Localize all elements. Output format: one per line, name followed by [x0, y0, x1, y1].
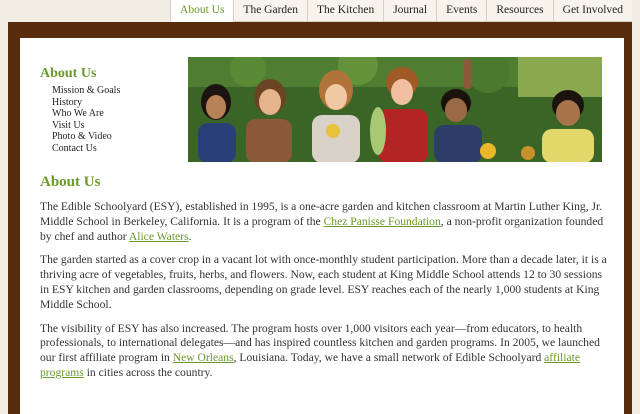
- intro-paragraph: The Edible Schoolyard (ESY), established in 1995, is a one-acre garden and kitchen classroom at Martin Luther King, Jr. Middle School in Berkeley, California. It is a program of the Chez Panisse Foundation, a non-profit organization founded by chef and author Alice Waters.: [40, 200, 604, 243]
- nav-the-kitchen[interactable]: The Kitchen: [307, 0, 383, 22]
- nav-journal[interactable]: Journal: [383, 0, 436, 22]
- sidebar-item-mission-goals[interactable]: Mission & Goals: [52, 85, 121, 96]
- sidebar-item-visit-us[interactable]: Visit Us: [52, 119, 85, 131]
- nav-resources[interactable]: Resources: [486, 0, 552, 22]
- affiliate-programs-link[interactable]: affiliate programs: [40, 351, 580, 379]
- nav-get-involved[interactable]: Get Involved: [553, 0, 632, 22]
- garden-history-paragraph: The garden started as a cover crop in a vacant lot with once-monthly student participation. More than a decade later, it is a thriving acre of vegetables, fruits, herbs, and flowers. Now, each student at King Middle School attends 12 to 30 sessions in ESY kitchen and garden classrooms, depending on grade level. ESY reaches each of the nearly 1,000 students at King Middle School.: [40, 253, 607, 311]
- page-heading: About Us: [40, 174, 101, 190]
- content-area: [20, 38, 624, 414]
- nav-events[interactable]: Events: [436, 0, 486, 22]
- top-nav: [180, 0, 632, 22]
- students-garden-illustration: [188, 57, 602, 162]
- nav-the-garden[interactable]: The Garden: [233, 0, 307, 22]
- sidebar-item-photo-video[interactable]: Photo & Video: [52, 131, 112, 143]
- banner-photo: [188, 57, 602, 162]
- sidebar-title: About Us: [40, 66, 97, 81]
- main-content: [40, 174, 612, 390]
- sidebar-item-history[interactable]: History: [52, 96, 82, 108]
- chez-panisse-foundation-link[interactable]: Chez Panisse Foundation: [323, 214, 441, 228]
- nav-about-us[interactable]: About Us: [170, 0, 233, 22]
- new-orleans-link[interactable]: New Orleans: [172, 351, 234, 365]
- alice-waters-link[interactable]: Alice Waters: [128, 229, 189, 243]
- sidebar-item-contact-us[interactable]: Contact Us: [52, 142, 97, 154]
- sidebar: [40, 66, 185, 155]
- sidebar-item-who-we-are[interactable]: Who We Are: [52, 108, 104, 120]
- visibility-paragraph: The visibility of ESY has also increased. The program hosts over 1,000 visitors each year—from educators, to health professionals, to international delegates—and has inspired countless kitchen and garden programs. In 2005, we launched our first affiliate program in New Orleans, Louisiana. Today, we have a small network of Edible Schoolyard affiliate programs in cities across the country.: [40, 321, 600, 379]
- sidebar-menu: [40, 85, 185, 155]
